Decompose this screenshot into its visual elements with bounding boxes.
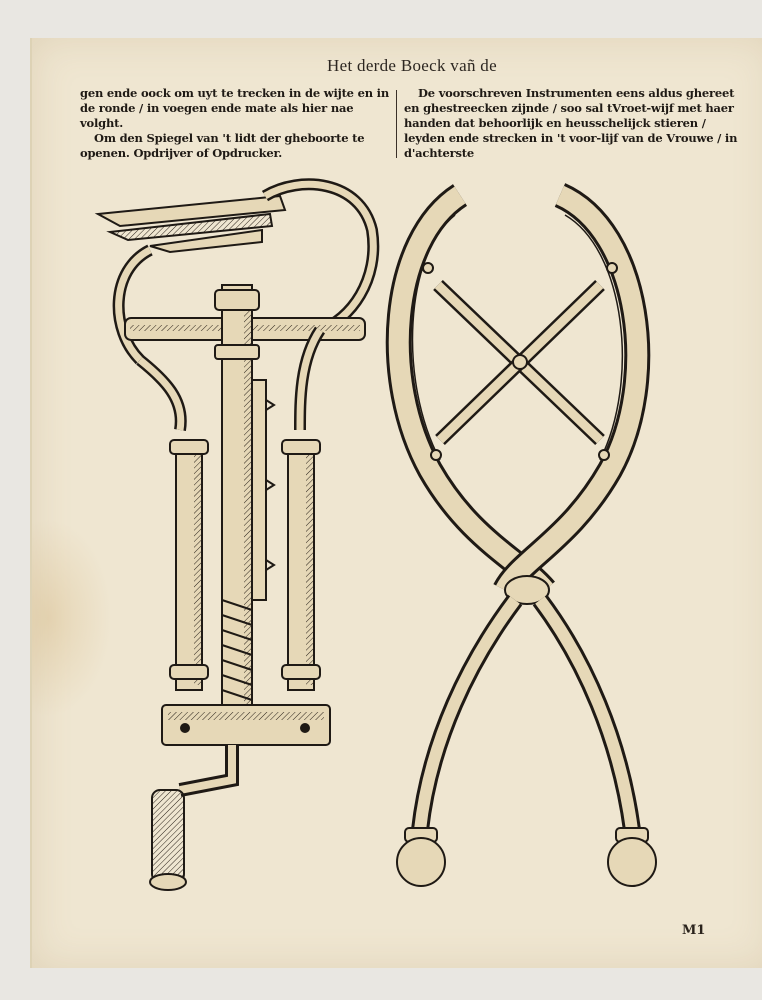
left-paragraph-1: gen ende oock om uyt te trecken in de wijte en in de ronde / in voegen ende mate als hier nae volght.	[80, 86, 390, 130]
right-paragraph-1: De voorschreven Instrumenten eens aldus ghereet en ghestreecken zijnde / soo sal tVroet-wijf met haer handen dat behoorlijk en heusschelijck stieren / leyden ende strecken in 't voor-lijf van de Vrouwe / in d'achterste	[404, 86, 738, 160]
page-signature: M1	[682, 923, 706, 938]
crossed-forceps-woodcut	[397, 195, 656, 886]
running-title: Het derde Boeck vañ de	[327, 56, 497, 75]
screw-speculum-dilator-woodcut	[98, 184, 373, 890]
left-paragraph-2: Om den Spiegel van 't lidt der gheboorte te openen. Opdrijver of Opdrucker.	[80, 131, 365, 160]
